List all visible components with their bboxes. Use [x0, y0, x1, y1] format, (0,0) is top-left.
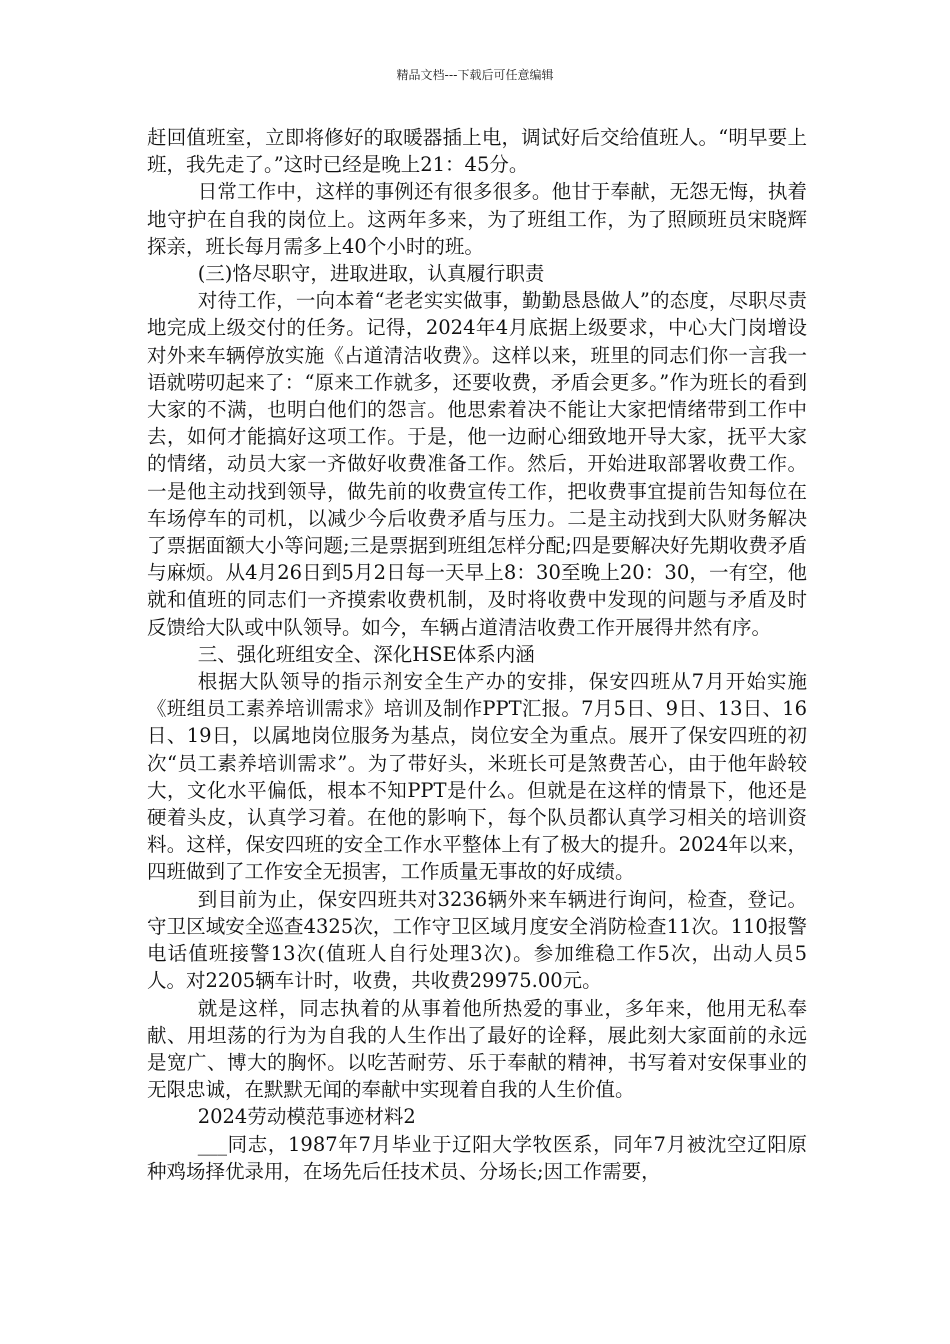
document-body — [147, 124, 807, 1185]
paragraph: 根据大队领导的指示剂安全生产办的安排，保安四班从7月开始实施《班组员工素养培训需求》培训及制作PPT汇报。7月5日、9日、13日、16日、19日，以属地岗位服务为基点，岗位安全为重点。展开了保安四班的初次“员工素养培训需求”。为了带好头，米班长可是煞费苦心，由于他年龄较大，文化水平偏低，根本不知PPT是什么。但就是在这样的情景下，他还是硬着头皮，认真学习着。在他的影响下，每个队员都认真学习相关的培训资料。这样，保安四班的安全工作水平整体上有了极大的提升。2024年以来，四班做到了工作安全无损害，工作质量无事故的好成绩。 — [147, 670, 807, 884]
paragraph: 对待工作，一向本着“老老实实做事，勤勤恳恳做人”的态度，尽职尽责地完成上级交付的任务。记得，2024年4月底据上级要求，中心大门岗增设对外来车辆停放实施《占道清洁收费》。这样以来，班里的同志们你一言我一语就唠叨起来了：“原来工作就多，还要收费，矛盾会更多。”作为班长的看到大家的不满，也明白他们的怨言。他思索着决不能让大家把情绪带到工作中去，如何才能搞好这项工作。于是，他一边耐心细致地开导大家，抚平大家的情绪，动员大家一齐做好收费准备工作。然后，开始进取部署收费工作。一是他主动找到领导，做先前的收费宣传工作，把收费事宜提前告知每位在车场停车的司机，以减少今后收费矛盾与压力。二是主动找到大队财务解决了票据面额大小等问题;三是票据到班组怎样分配;四是要解决好先期收费矛盾与麻烦。从4月26日到5月2日每一天早上8：30至晚上20：30，一有空，他就和值班的同志们一齐摸索收费机制，及时将收费中发现的问题与矛盾及时反馈给大队或中队领导。如今，车辆占道清洁收费工作开展得井然有序。 — [147, 289, 807, 639]
paragraph: 就是这样，同志执着的从事着他所热爱的事业，多年来，他用无私奉献、用坦荡的行为为自我的人生作出了最好的诠释，展此刻大家面前的永远是宽广、博大的胸怀。以吃苦耐劳、乐于奉献的精神，书写着对安保事业的无限忠诚，在默默无闻的奉献中实现着自我的人生价值。 — [147, 996, 807, 1102]
paragraph: 日常工作中，这样的事例还有很多很多。他甘于奉献，无怨无悔，执着地守护在自我的岗位上。这两年多来，为了班组工作，为了照顾班员宋晓辉探亲，班长每月需多上40个小时的班。 — [147, 180, 807, 258]
section-heading: (三)恪尽职守，进取进取，认真履行职责 — [197, 262, 545, 286]
paragraph: 到目前为止，保安四班共对3236辆外来车辆进行询问，检查，登记。守卫区域安全巡查4325次，工作守卫区域月度安全消防检查11次。110报警电话值班接警13次(值班人自行处理3次)。参加维稳工作5次，出动人员5人。对2205辆车计时，收费，共收费29975.00元。 — [147, 887, 807, 993]
page-header: 精品文档---下载后可任意编辑 — [396, 68, 554, 82]
paragraph: ___同志，1987年7月毕业于辽阳大学牧医系，同年7月被沈空辽阳原种鸡场择优录用，在场先后任技术员、分场长;因工作需要， — [147, 1132, 807, 1183]
paragraph: 赶回值班室，立即将修好的取暖器插上电，调试好后交给值班人。“明早要上班，我先走了。”这时已经是晚上21：45分。 — [147, 126, 807, 177]
section-heading: 三、强化班组安全、深化HSE体系内涵 — [197, 642, 535, 666]
document-subtitle: 2024劳动模范事迹材料2 — [197, 1105, 416, 1129]
